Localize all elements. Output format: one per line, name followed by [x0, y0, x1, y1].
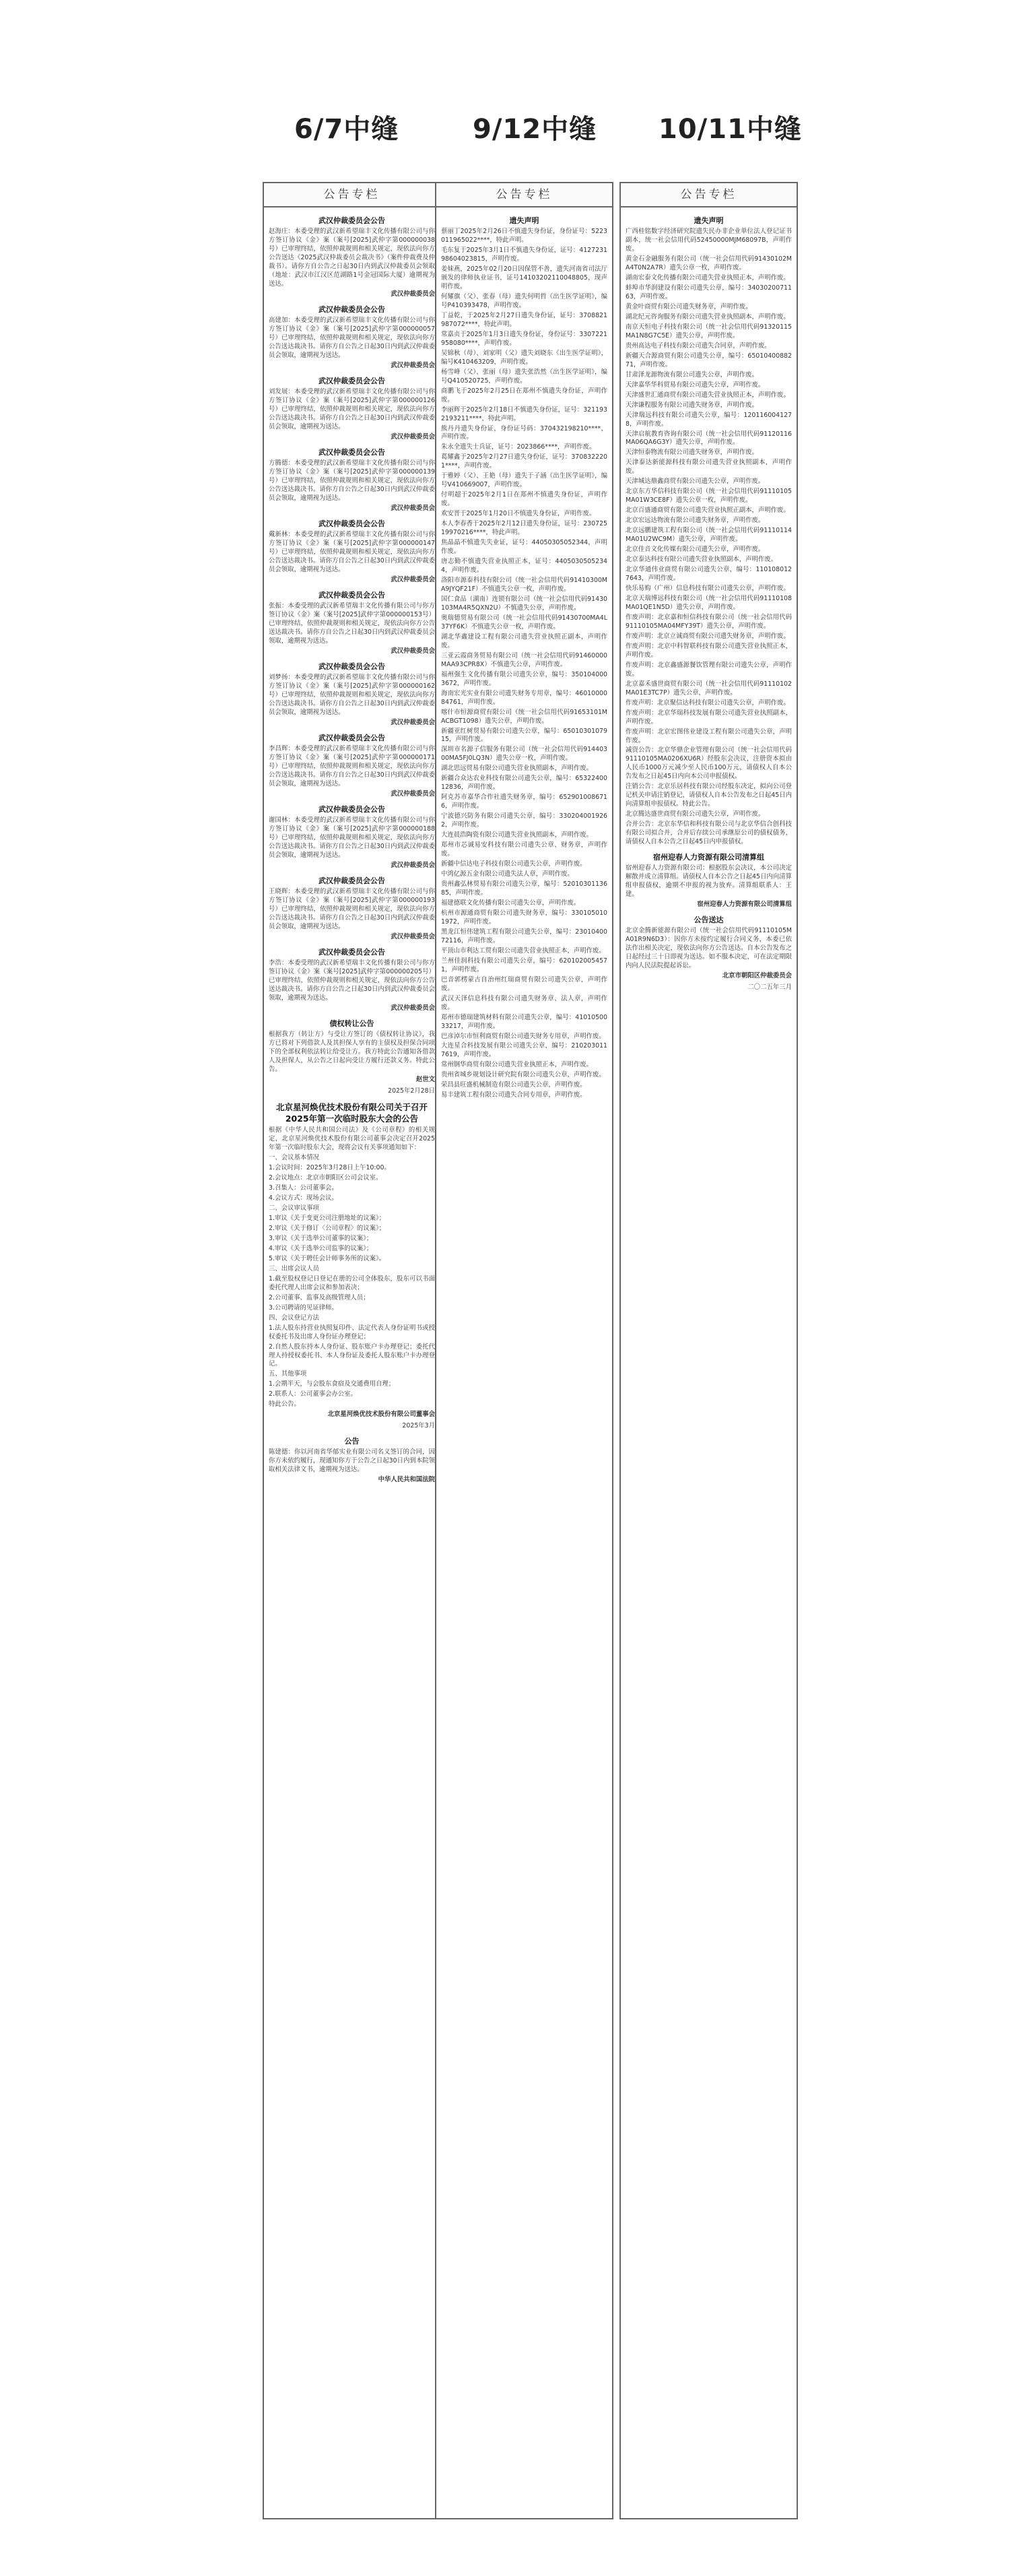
lost-statement-item: 作废声明：北京华瑞科技发展有限公司遗失营业执照副本，声明作废。 [626, 709, 792, 726]
notice-signature: 武汉仲裁委员会 [391, 1004, 435, 1012]
notice-title: 武汉仲裁委员会公告 [318, 804, 385, 814]
lost-statement-item: 作废声明：北京宏图伟业建设工程有限公司遗失公章，声明作废。 [626, 728, 792, 744]
lost-statement-item: 新疆亚红树贸易有限公司遗失公章，编号：6501030107915，声明作废。 [441, 727, 607, 744]
notice-signature: 武汉仲裁委员会 [391, 861, 435, 869]
notice-signature: 武汉仲裁委员会 [391, 790, 435, 798]
lost-statement-item: 大连星合科技发展有限公司遗失公章，编号：2102030117619，声明作废。 [441, 1042, 607, 1059]
lost-statement-item: 湖北纪元咨询服务有限公司遗失营业执照副本，声明作废。 [626, 313, 790, 321]
page-heading-col3: 10/11中缝 [659, 114, 802, 145]
notice-title: 武汉仲裁委员会公告 [318, 216, 385, 225]
lost-statement-item: 葛耀鑫于2025年2月27日遗失身份证，证号：3708322201****，声明作废。 [441, 453, 607, 470]
lost-statement-item: 北京东方华信科技有限公司（统一社会信用代码91110105MA01W3CE8F）遗失公章一枚，声明作废。 [626, 488, 792, 505]
lost-statement-item: 北京百盛通商贸有限公司遗失营业执照正副本，声明作废。 [626, 507, 790, 515]
lost-statement-item: 郑州市德瑞建筑材料有限公司遗失公章，编号：4101050033217，声明作废。 [441, 1013, 607, 1030]
notice-title: 公告 [344, 1437, 360, 1446]
lost-statement-item: 北京宏远达物流有限公司遗失财务章，声明作废。 [626, 517, 765, 525]
lost-statement-item: 武汉天泽信息科技有限公司遗失财务章、法人章，声明作废。 [441, 994, 607, 1011]
notice-signature: 武汉仲裁委员会 [391, 575, 435, 583]
lost-statement-item: 湖北华鑫建设工程有限公司遗失营业执照正副本，声明作废。 [441, 633, 607, 649]
notice-paragraph: 2.联系人：公司董事会办公室。 [269, 1390, 357, 1398]
lost-statement-item: 杭州市源通商贸有限公司遗失财务章，编号：3301050101972，声明作废。 [441, 909, 607, 926]
notice-paragraph: 李昌辉：本委受理的武汉新希望瑞丰文化传播有限公司与你方签订协议《金》案（案号[2025]武仲字第000000171号）已审理终结，依照仲裁规则和相关规定，现依法向你方公告送达裁决书。请你方自公告之日起30日内到武汉仲裁委员会领取，逾期视为送达。 [269, 745, 435, 787]
page-heading-col2: 9/12中缝 [473, 114, 597, 145]
lost-statement-item: 国仁食品（湖南）连锁有限公司（统一社会信用代码91430103MA4R5QXN2U）不慎遗失公章，声明作废。 [441, 595, 607, 612]
notice-date: 二〇二五年三月 [747, 984, 792, 992]
lost-statement-item: 天津恒泰物流有限公司遗失财务章，声明作废。 [626, 449, 758, 457]
notice-signature: 武汉仲裁委员会 [391, 290, 435, 298]
notice-paragraph: 高建加：本委受理的武汉新希望瑞丰文化传播有限公司与你方签订协议《金》案（案号[2025]武仲字第000000057号）已审理终结，依照仲裁规则和相关规定，现依法向你方公告送达裁决书。请你方自公告之日起30日内到武汉仲裁委员会领取，逾期视为送达。 [269, 317, 435, 359]
notice-paragraph: 5.审议《关于聘任会计师事务所的议案》。 [269, 1254, 386, 1262]
notice-paragraph: 特此公告。 [269, 1400, 300, 1409]
notice-title: 武汉仲裁委员会公告 [318, 662, 385, 671]
lost-statement-item: 易丰建筑工程有限公司遗失合同专用章，声明作废。 [441, 1091, 586, 1099]
notice-paragraph: 谢国林：本委受理的武汉新希望瑞丰文化传播有限公司与你方签订协议《金》案（案号[2025]武仲字第000000188号）已审理终结，依照仲裁规则和相关规定，现依法向你方公告送达裁决书。请你方自公告之日起30日内到武汉仲裁委员会领取，逾期视为送达。 [269, 816, 435, 859]
notice-paragraph: 二、会议审议事项 [269, 1204, 320, 1212]
lost-statement-item: 焦晶晶不慎遗失失业证，证号：44050305052344，声明作废。 [441, 539, 607, 556]
notice-paragraph: 刘梦扬：本委受理的武汉新希望瑞丰文化传播有限公司与你方签订协议《金》案（案号[2025]武仲字第000000162号）已审理终结，依照仲裁规则和相关规定，现依法向你方公告送达裁决书。请你方自公告之日起30日内到武汉仲裁委员会领取，逾期视为送达。 [269, 674, 435, 716]
lost-statement-item: 广西桂铭数字经济研究院遗失民办非企业单位法人登记证书副本，统一社会信用代码52450000MJM68097B，声明作废。 [626, 228, 792, 253]
lost-statement-item: 北京泰达科技有限公司遗失营业执照副本，声明作废。 [626, 556, 778, 564]
lost-statement-item: 郑州市芯诚易安科技有限公司遗失公章、财务章，声明作废。 [441, 841, 607, 858]
column-header: 公告专栏 [264, 183, 440, 207]
notice-title: 武汉仲裁委员会公告 [318, 733, 385, 742]
notice-title: 遗失声明 [694, 216, 724, 225]
notice-title: 北京星河焕优技术股份有限公司关于召开2025年第一次临时股东大会的公告 [275, 1101, 428, 1124]
notice-paragraph: 3.召集人：公司董事会。 [269, 1184, 338, 1192]
lost-statement-item: 付明超于2025年2月1日在郑州不慎遗失身份证，声明作废。 [441, 491, 607, 508]
lost-statement-item: 黄金叶商贸有限公司遗失财务章，声明作废。 [626, 302, 752, 311]
notice-title: 武汉仲裁委员会公告 [318, 590, 385, 600]
lost-statement-item: 作废声明：北京聚信达科技有限公司遗失公章，声明作废。 [626, 699, 790, 707]
lost-statement-item: 合并公告：北京东华信和科技有限公司与北京华信合创科技有限公司拟合并，合并后存续公司承继原公司的债权债务，请债权人自本公告之日起45日内申报债权。 [626, 820, 792, 846]
notice-signature: 北京市朝阳区仲裁委员会 [722, 972, 792, 980]
lost-statement-item: 北京华通伟业商贸有限公司遗失公章，编号：1101080127643，声明作废。 [626, 566, 792, 583]
lost-statement-item: 天津瑞远科技有限公司遗失公章，编号：1201160041278，声明作废。 [626, 411, 792, 428]
lost-statement-item: 南京天恒电子科技有限公司（统一社会信用代码91320115MA1N8G7C5E）遗失公章，声明作废。 [626, 323, 792, 340]
notice-title: 武汉仲裁委员会公告 [318, 447, 385, 457]
lost-statement-item: 湖南宏泰文化传播有限公司遗失营业执照正本，声明作废。 [626, 274, 790, 282]
notice-paragraph: 方腾德：本委受理的武汉新希望瑞丰文化传播有限公司与你方签订协议《金》案（案号[2025]武仲字第000000139号）已审理终结，依照仲裁规则和相关规定，现依法向你方公告送达裁决书。请你方自公告之日起30日内到武汉仲裁委员会领取，逾期视为送达。 [269, 459, 435, 502]
lost-statement-item: 天津盛世汇通商贸有限公司遗失营业执照正本，声明作废。 [626, 391, 790, 399]
column-3-body [621, 207, 797, 992]
column-2-body [436, 207, 612, 1100]
notice-title: 武汉仲裁委员会公告 [318, 947, 385, 957]
column-header: 公告专栏 [621, 183, 797, 207]
notice-paragraph: 4.审议《关于选举公司监事的议案》； [269, 1244, 373, 1252]
notice-paragraph: 宿州迎春人力资源有限公司：根据股东会决议，本公司决定解散并成立清算组。请债权人自本公告之日起45日内向清算组申报债权，逾期不申报的视为放弃。清算组联系人：王建。 [626, 864, 792, 899]
lost-statement-item: 三亚云霞商务贸易有限公司（统一社会信用代码91460000MAA93CPR8X）不慎遗失公章，声明作废。 [441, 651, 607, 668]
notice-title: 武汉仲裁委员会公告 [318, 519, 385, 528]
lost-statement-item: 北京佳音文化传媒有限公司遗失公章，声明作废。 [626, 546, 765, 554]
lost-statement-item: 贵州高达电子科技有限公司遗失合同章，声明作废。 [626, 342, 771, 350]
lost-statement-item: 快乐易购（广州）信息科技有限公司遗失公章，声明作废。 [626, 585, 790, 593]
lost-statement-item: 海南宏光实业有限公司遗失财务专用章，编号：4601000084761，声明作废。 [441, 689, 607, 706]
lost-statement-item: 毛东复于2025年3月1日不慎遗失身份证，证号：412723198604023815，声明作废。 [441, 247, 607, 263]
lost-statement-item: 贵州省城乡规划设计研究院有限公司遗失公章，声明作废。 [441, 1071, 605, 1079]
lost-statement-item: 兰州佳润科技有限公司遗失公章，编号：6201020054571，声明作废。 [441, 957, 607, 973]
notice-signature: 北京星河焕优技术股份有限公司董事会 [327, 1411, 435, 1419]
notice-paragraph: 王晓辉：本委受理的武汉新希望瑞丰文化传播有限公司与你方签订协议《金》案（案号[2025]武仲字第000000193号）已审理终结，依照仲裁规则和相关规定，现依法向你方公告送达裁决书。请你方自公告之日起30日内到武汉仲裁委员会领取，逾期视为送达。 [269, 887, 435, 930]
lost-statement-item: 姜妹燕，2025年02月20日因保管不善，遗失河南省司法厅颁发的律师执业证书，证号14103202110048805，现声明作废。 [441, 265, 607, 290]
lost-statement-item: 荣昌县旺盛机械制造有限公司遗失公章，声明作废。 [441, 1081, 586, 1089]
lost-statement-item: 北京嘉禾盛世商贸有限公司（统一社会信用代码91110102MA01E3TC7P）遗失公章，声明作废。 [626, 680, 792, 697]
lost-statement-item: 蚌埠市华润建设有限公司遗失公章，编号：3403020071163，声明作废。 [626, 284, 792, 300]
column-2 [435, 182, 613, 2519]
notice-paragraph: 1.法人股东持营业执照复印件、法定代表人身份证明书或授权委托书及出席人身份证办理登记； [269, 1324, 435, 1341]
lost-statement-item: 巴音郭楞蒙古自治州红瑞商贸有限公司遗失公章，声明作废。 [441, 975, 607, 992]
notice-paragraph: 3.审议《关于选举公司董事的议案》； [269, 1234, 373, 1242]
notice-signature: 武汉仲裁委员会 [391, 932, 435, 940]
notice-signature: 武汉仲裁委员会 [391, 504, 435, 512]
lost-statement-item: 杨雪峰（父）、张丽（母）遗失张浩然《出生医学证明》，编号Q410520725，声明作废。 [441, 368, 607, 385]
notice-signature: 武汉仲裁委员会 [391, 718, 435, 726]
notice-signature: 武汉仲裁委员会 [391, 647, 435, 655]
notice-paragraph: 3.公司聘请的见证律师。 [269, 1303, 338, 1312]
notice-signature: 武汉仲裁委员会 [391, 432, 435, 441]
notice-title: 公告送达 [694, 915, 724, 925]
lost-statement-item: 天津城达鼎鑫商贸有限公司遗失公章，声明作废。 [626, 478, 765, 486]
notice-paragraph: 根据我方（转让方）与受让方签订的《债权转让协议》，我方已将对下列借款人及其担保人享有的主债权及担保合同项下的全部权利依法转让给受让方。我方特此公告通知各借款人及担保人，从公告之日起向受让方履行还款义务。特此公告。 [269, 1030, 435, 1073]
lost-statement-item: 贵州鑫弘林贸易有限公司遗失公章，编号：5201030113685，声明作废。 [441, 880, 607, 897]
notice-date: 2025年2月28日 [388, 1087, 435, 1095]
notice-date: 2025年3月 [402, 1422, 435, 1430]
lost-statement-item: 作废声明：北京立诚商贸有限公司遗失财务章，声明作废。 [626, 632, 790, 640]
lost-statement-item: 黑龙江恒伟建筑工程有限公司遗失公章，编号：2301040072116，声明作废。 [441, 928, 607, 944]
lost-statement-item: 天津谦程服务有限公司遗失财务章，声明作废。 [626, 401, 758, 409]
lost-statement-item: 湖北思远贸易有限公司遗失营业执照副本，声明作废。 [441, 765, 593, 773]
lost-statement-item: 何耀旗（父）、张春（母）遗失何明哲《出生医学证明》，编号P410393478，声明作废。 [441, 292, 607, 309]
lost-statement-item: 新疆合众达农业科技有限公司遗失公章，编号：6532240012836，声明作废。 [441, 775, 607, 792]
notice-paragraph: 2.会议地点：北京市朝阳区公司会议室。 [269, 1174, 382, 1182]
notice-paragraph: 1.会期半天，与会股东食宿及交通费用自理； [269, 1380, 395, 1388]
lost-statement-item: 吴锦秋（母）、刘家明（父）遗失刘晓东《出生医学证明》，编号K410463209，声明作废。 [441, 349, 607, 366]
notice-paragraph: 2.公司董事、监事及高级管理人员； [269, 1293, 370, 1301]
lost-statement-item: 巴彦淖尔市恒利商贸有限公司遗失财务专用章，声明作废。 [441, 1032, 605, 1040]
lost-statement-item: 熊丹丹遗失身份证，身份证号码：370432198210****，声明作废。 [441, 424, 607, 441]
notice-paragraph: 三、出席会议人员 [269, 1264, 320, 1273]
notice-signature: 中华人民共和国法院 [378, 1476, 435, 1484]
lost-statement-item: 喀什市恒源商贸有限公司（统一社会信用代码91653101MACBGT1098）遗失公章，声明作废。 [441, 708, 607, 725]
lost-statement-item: 洛阳市源泰科技有限公司（统一社会信用代码91410300MA9JYQF21F）不慎遗失公章一枚，声明作废。 [441, 577, 607, 593]
page-heading-col1: 6/7中缝 [294, 114, 399, 145]
notice-signature: 赵世文 [415, 1075, 435, 1083]
notice-paragraph: 1.会议时间：2025年3月28日上午10:00。 [269, 1164, 391, 1172]
notice-signature: 武汉仲裁委员会 [391, 361, 435, 369]
column-header: 公告专栏 [436, 183, 612, 207]
notice-paragraph: 2.自然人股东持本人身份证、股东账户卡办理登记；委托代理人持授权委托书、本人身份证及委托人股东账户卡办理登记。 [269, 1343, 435, 1368]
notice-paragraph: 刘发展：本委受理的武汉新希望瑞丰文化传播有限公司与你方签订协议《金》案（案号[2025]武仲字第000000126号）已审理终结，依照仲裁规则和相关规定，现依法向你方公告送达裁决书。请你方自公告之日起30日内到武汉仲裁委员会领取，逾期视为送达。 [269, 388, 435, 430]
lost-statement-item: 深圳市名源子信服务有限公司（统一社会信用代码91440300MA5FJ0LQ3N）遗失公章一枚，声明作废。 [441, 746, 607, 763]
notice-paragraph: 1.审议《关于变更公司注册地址的议案》； [269, 1214, 386, 1222]
notice-paragraph: 赵海庄：本委受理的武汉新希望瑞丰文化传播有限公司与你方签订协议《金》案（案号[2025]武仲字第000000038号）已审理终结，依照仲裁规则和相关规定，现依法向你方公告送达《2025武汉仲裁委员会裁决书》（案件仲裁费及仲裁书）。请你方自公告之日起30日内到武汉仲裁委员会领取（地址：武汉市江汉区范湖路1号金冠国际大厦）逾期视为送达。 [269, 228, 435, 288]
lost-statement-item: 黄金石金融服务有限公司（统一社会信用代码91430102MA4T0N2A7R）遗失公章一枚，声明作废。 [626, 255, 792, 272]
notice-paragraph: 北京金腾新能源有限公司（统一社会信用代码91110105MA01R9N6D3）：因你方未按约定履行合同义务，本委已依法作出相关决定，现依法向你方公告送达。自本公告发布之日起经过三十日即视为送达。如不服本决定，可在法定期限内向人民法院提起诉讼。 [626, 927, 792, 970]
notice-title: 债权转让公告 [329, 1019, 374, 1028]
lost-statement-item: 奥瑞德贸易有限公司（统一社会信用代码91430700MA4L37YF6K）不慎遗失公章一枚，声明作废。 [441, 614, 607, 631]
notice-title: 宿州迎春人力资源有限公司清算组 [653, 853, 764, 862]
lost-statement-item: 李丽辉于2025年2月18日不慎遗失身份证，证号：3211932193211****，特此声明。 [441, 406, 607, 422]
lost-statement-item: 作废声明：北京中科智联科技有限公司遗失营业执照正本，声明作废。 [626, 642, 792, 659]
lost-statement-item: 天津嘉华华科贸易有限公司遗失公章，声明作废。 [626, 381, 765, 389]
notice-paragraph: 一、会议基本情况 [269, 1154, 320, 1162]
lost-statement-item: 中鸿亿源五金有限公司遗失法人章，声明作废。 [441, 870, 574, 878]
lost-statement-item: 甘肃泽龙源物流有限公司遗失公章，声明作废。 [626, 371, 758, 379]
notice-title: 武汉仲裁委员会公告 [318, 376, 385, 385]
notice-paragraph: 4.会议方式：现场会议。 [269, 1194, 338, 1202]
lost-statement-item: 朱永全遗失士兵证，证号：2023866****，声明作废。 [441, 443, 596, 451]
lost-statement-item: 减资公告：北京华鼎企业管理有限公司（统一社会信用代码91110105MA0206XU6R）经股东会决议，注册资本拟由人民币1000万元减少至人民币100万元，请债权人自本公告发布之日起45日内向本公司申报债权。 [626, 746, 792, 781]
lost-statement-item: 唐志勤不慎遗失营业执照正本，证号：44050305052344，声明作废。 [441, 558, 607, 575]
lost-statement-item: 常嘉贞于2025年1月3日遗失身份证，身份证号：3307221958080****，声明作废。 [441, 330, 607, 347]
notice-signature: 宿州迎春人力资源有限公司清算组 [697, 901, 792, 909]
lost-statement-item: 北京腾达盛世商贸有限公司遗失公章，声明作废。 [626, 810, 765, 818]
notice-paragraph: 张振：本委受理的武汉新希望瑞丰文化传播有限公司与你方签订协议《金》案（案号[2025]武仲字第000000153号）已审理终结，依照仲裁规则和相关规定，现依法向你方公告送达裁决书。请你方自公告之日起30日内到武汉仲裁委员会领取，逾期视为送达。 [269, 602, 435, 645]
lost-statement-item: 新疆中信达电子科技有限公司遗失公章，声明作废。 [441, 860, 586, 868]
lost-statement-item: 大连晨浩陶瓷有限公司遗失营业执照副本，声明作废。 [441, 831, 593, 839]
lost-statement-item: 平顶山市利达工贸有限公司遗失营业执照正本，声明作废。 [441, 946, 605, 955]
notice-title: 武汉仲裁委员会公告 [318, 876, 385, 885]
lost-statement-item: 欢安晋于2025年1月20日不慎遗失身份证，声明作废。 [441, 510, 596, 518]
lost-statement-item: 丁益乾，于2025年2月27日遗失身份证，证号：3708821987072****，特此声明。 [441, 311, 607, 328]
notice-paragraph: 陈建德：你以河南省华郁实业有限公司名义签订的合同，因你方未依约履行，现通知你方于公告之日起30日内到本院领取相关法律文书，逾期视为送达。 [269, 1448, 435, 1474]
notice-paragraph: 戴新林：本委受理的武汉新希望瑞丰文化传播有限公司与你方签订协议《金》案（案号[2025]武仲字第000000147号）已审理终结，依照仲裁规则和相关规定，现依法向你方公告送达裁决书。请你方自公告之日起30日内到武汉仲裁委员会领取，逾期视为送达。 [269, 531, 435, 573]
notice-title: 武汉仲裁委员会公告 [318, 304, 385, 314]
column-1-body [264, 207, 440, 1485]
lost-statement-item: 常州钢华商贸有限公司遗失营业执照正本，声明作废。 [441, 1061, 593, 1069]
lost-statement-item: 本人李春香于2025年2月12日遗失身份证，证号：23072519970216****，特此声明。 [441, 520, 607, 537]
lost-statement-item: 天津启航教育咨询有限公司（统一社会信用代码91120116MA06QA6G3Y）遗失公章，声明作废。 [626, 430, 792, 447]
lost-statement-item: 阿克苏市嘉华合作社遗失财务章，编号：6529010086716，声明作废。 [441, 794, 607, 810]
notice-paragraph: 五、其他事项 [269, 1370, 307, 1378]
column-1 [263, 182, 441, 2519]
lost-statement-item: 商鹏飞于2025年2月25日在郑州不慎遗失身份证，声明作废。 [441, 387, 607, 404]
lost-statement-item: 作废声明：北京嘉和恒信科技有限公司（统一社会信用代码91110105MA04MFY39T）遗失公章，声明作废。 [626, 613, 792, 630]
lost-statement-item: 北京远鹏建筑工程有限公司（统一社会信用代码91110114MA01U2WC9M）遗失公章，声明作废。 [626, 527, 792, 544]
lost-statement-item: 北京天瑞博远科技有限公司（统一社会信用代码91110108MA01QE1N5D）遗失公章，声明作废。 [626, 594, 792, 611]
lost-statement-item: 作废声明：北京鑫盛源餐饮管理有限公司遗失公章，声明作废。 [626, 661, 792, 678]
column-3 [619, 182, 798, 2519]
lost-statement-item: 新疆天合源商贸有限公司遗失公章，编号：6501040088271，声明作废。 [626, 352, 792, 368]
lost-statement-item: 注销公告：北京乐居科技有限公司经股东决定，拟向公司登记机关申请注销登记，请债权人自本公告发布之日起45日内向清算组申报债权。特此公告。 [626, 783, 792, 808]
notice-title: 遗失声明 [509, 216, 539, 225]
lost-statement-item: 天津泰达新能源科技有限公司遗失营业执照副本，声明作废。 [626, 459, 792, 476]
notice-paragraph: 1.截至股权登记日登记在册的公司全体股东，股东可以书面委托代理人出席会议和参加表决； [269, 1275, 435, 1291]
notice-paragraph: 根据《中华人民共和国公司法》及《公司章程》的相关规定，北京星河焕优技术股份有限公司董事会决定召开2025年第一次临时股东大会，现将会议有关事项通知如下： [269, 1126, 435, 1152]
notice-paragraph: 四、会议登记方法 [269, 1314, 320, 1322]
lost-statement-item: 宁波德兴防务有限公司遗失公章，编号：3302040019262，声明作废。 [441, 812, 607, 829]
notice-paragraph: 李浩：本委受理的武汉新希望瑞丰文化传播有限公司与你方签订协议《金》案（案号[2025]武仲字第000000205号）已审理终结，依照仲裁规则和相关规定，现依法向你方公告送达裁决书。请你方自公告之日起30日内到武汉仲裁委员会领取，逾期视为送达。 [269, 959, 435, 1002]
lost-statement-item: 福州强生文化传播有限公司遗失公章，编号：3501040003672，声明作废。 [441, 670, 607, 687]
lost-statement-item: 福建德联文化传播有限公司遗失公章，声明作废。 [441, 899, 580, 907]
lost-statement-item: 蔡丽丁2025年2月26日不慎遗失身份证，身份证号：5223011965022****，特此声明。 [441, 228, 607, 245]
lost-statement-item: 于雅婷（父）、王艳（母）遗失于子涵《出生医学证明》，编号V410669007，声明作废。 [441, 472, 607, 489]
notice-paragraph: 2.审议《关于修订〈公司章程〉的议案》； [269, 1224, 386, 1232]
